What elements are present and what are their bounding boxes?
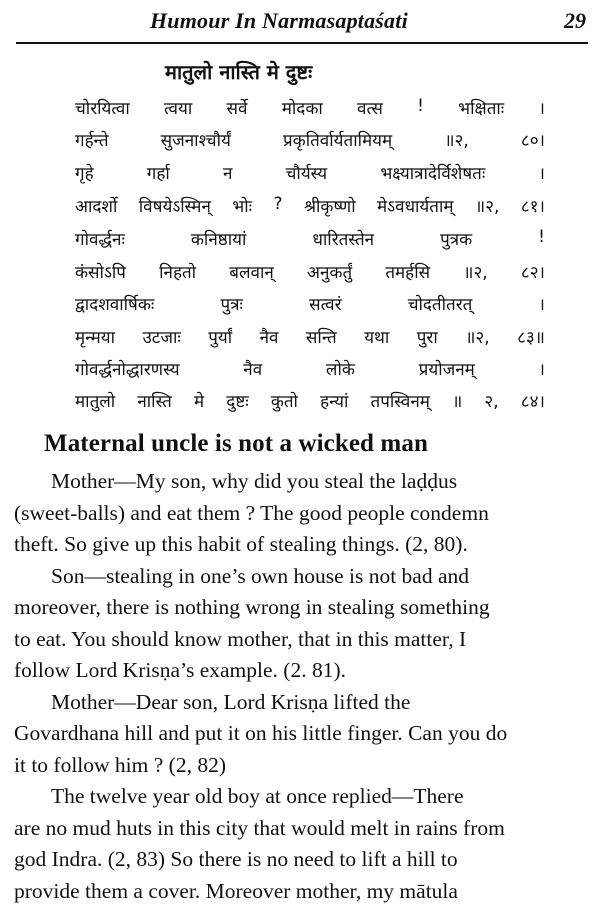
- verse-word: वत्स: [357, 99, 383, 119]
- verse-word: बलवान्: [229, 263, 274, 283]
- verse-word: ।: [538, 360, 545, 380]
- section-heading: Maternal uncle is not a wicked man: [44, 430, 428, 457]
- body-line: moreover, there is nothing wrong in stealing something: [14, 595, 490, 619]
- verse-heading: मातुलो नास्ति मे दुष्टः: [165, 60, 313, 84]
- verse-word: भक्षिताः: [458, 99, 505, 119]
- verse-word: श्रीकृष्णो: [303, 197, 356, 217]
- body-line: provide them a cover. Moreover mother, my mātula: [14, 878, 458, 903]
- verse-word: सुजनाश्चौर्यं: [160, 131, 231, 151]
- verse-word: ।: [538, 164, 545, 184]
- verse-line: [75, 389, 545, 412]
- verse-word: पुर्यां: [208, 328, 233, 348]
- verse-word: मे: [194, 392, 205, 412]
- verse-word: गृहे: [75, 164, 94, 184]
- verse-word: मेऽवधार्यताम्: [377, 197, 454, 217]
- verse-word: न: [223, 164, 233, 184]
- verse-word: ॥: [452, 392, 463, 412]
- verse-word: सत्वरं: [309, 295, 342, 315]
- verse-word: चौर्यस्य: [285, 164, 328, 184]
- body-line: theft. So give up this habit of stealing things. (2, 80).: [14, 532, 468, 556]
- body-line: god Indra. (2, 83) So there is no need to lift a hill to: [14, 847, 458, 871]
- verse-word: चोरयित्वा: [75, 99, 130, 119]
- verse-word: गर्हा: [146, 164, 170, 184]
- verse-word: कनिष्ठायां: [190, 230, 247, 250]
- verse-word: दुष्टः: [226, 392, 249, 412]
- verse-word: भोः: [232, 197, 253, 217]
- body-line: Mother—My son, why did you steal the laḍḍus: [51, 469, 458, 493]
- verse-word: अनुकर्तुं: [306, 263, 353, 283]
- verse-word: गोवर्द्धनः: [75, 230, 125, 250]
- body-line: are no mud huts in this city that would melt in rains from: [14, 815, 505, 840]
- verse-line: [75, 161, 545, 184]
- verse-word: कंसोऽपि: [75, 263, 126, 283]
- verse-word: ।: [538, 99, 545, 119]
- verse-word: !: [417, 96, 424, 116]
- body-line: (sweet-balls) and eat them ? The good people condemn: [14, 500, 489, 525]
- running-title: Humour In Narmasaptaśati: [150, 8, 408, 33]
- verse-word: ।: [538, 295, 545, 315]
- verse-word: सन्ति: [305, 328, 337, 348]
- verse-word: ८०।: [520, 131, 545, 151]
- verse-word: त्वया: [164, 99, 193, 119]
- verse-word: ॥२,: [465, 328, 490, 348]
- verse-word: आदर्शो: [75, 197, 118, 217]
- header-rule: [16, 42, 588, 44]
- body-line: to eat. You should know mother, that in this matter, I: [14, 626, 467, 651]
- verse-word: तपस्विनम्: [370, 392, 430, 412]
- verse-word: द्वादशवार्षिकः: [75, 295, 155, 315]
- body-line: follow Lord Krisṇa’s example. (2. 81).: [14, 658, 346, 682]
- verse-word: पुत्रः: [220, 295, 243, 315]
- verse-word: मातुलो: [75, 392, 116, 412]
- verse-word: उटजाः: [142, 328, 181, 348]
- verse-word: विषयेऽस्मिन्: [138, 197, 211, 217]
- verse-word: ८२।: [520, 263, 545, 283]
- body-line: Son—stealing in one’s own house is not bad and: [51, 563, 470, 588]
- verse-line: [75, 128, 545, 151]
- verse-line: [75, 96, 545, 119]
- verse-word: ८१।: [520, 197, 545, 217]
- verse-word: तमर्हसि: [385, 263, 431, 283]
- verse-word: गर्हन्ते: [75, 131, 109, 151]
- verse-word: मोदका: [281, 99, 323, 119]
- verse-line: [75, 260, 545, 283]
- page-number: 29: [564, 8, 586, 33]
- body-line: Govardhana hill and put it on his little finger. Can you do: [14, 721, 508, 745]
- verse-word: हन्यां: [320, 392, 349, 412]
- page-header: [0, 0, 600, 50]
- verse-word: पुत्रक: [440, 230, 473, 250]
- verse-word: धारितस्तेन: [312, 230, 375, 250]
- verse-word: ॥२,: [444, 131, 469, 151]
- verse-word: चोदतीतरत्: [407, 295, 473, 315]
- verse-word: गोवर्द्धनोद्धारणस्य: [75, 360, 180, 380]
- verse-word: !: [538, 227, 545, 247]
- verse-word: २,: [484, 392, 499, 412]
- verse-word: ?: [273, 194, 283, 214]
- verse-word: निहतो: [159, 263, 197, 283]
- verse-word: यथा: [364, 328, 390, 348]
- body-line: Mother—Dear son, Lord Krisṇa lifted the: [51, 689, 411, 714]
- verse-word: ८४।: [520, 392, 545, 412]
- body-text: [14, 466, 588, 907]
- verse-word: प्रकृतिर्वार्यतामियम्: [282, 131, 393, 151]
- body-line: The twelve year old boy at once replied—There: [51, 784, 464, 808]
- verse-word: मृन्मया: [75, 328, 116, 348]
- verse-word: ॥२,: [463, 263, 488, 283]
- verse-word: ॥२,: [474, 197, 500, 217]
- verse-word: नास्ति: [137, 392, 172, 412]
- verse-word: लोके: [325, 360, 355, 380]
- verse-line: [75, 292, 545, 315]
- verse-word: कुतो: [270, 392, 298, 412]
- verse-word: पुरा: [416, 328, 438, 348]
- verse-line: [75, 194, 545, 217]
- verse-word: भक्ष्यात्रादेर्विशेषतः: [380, 164, 486, 184]
- verse-word: नैव: [243, 360, 263, 380]
- verse-word: प्रयोजनम्: [418, 360, 475, 380]
- verse-word: नैव: [259, 328, 279, 348]
- verse-word: सर्वे: [226, 99, 248, 119]
- body-line: it to follow him ? (2, 82): [14, 752, 226, 777]
- verse-line: [75, 357, 545, 380]
- verse-line: [75, 227, 545, 250]
- verse-line: [75, 325, 545, 348]
- verse-word: ८३॥: [517, 328, 545, 348]
